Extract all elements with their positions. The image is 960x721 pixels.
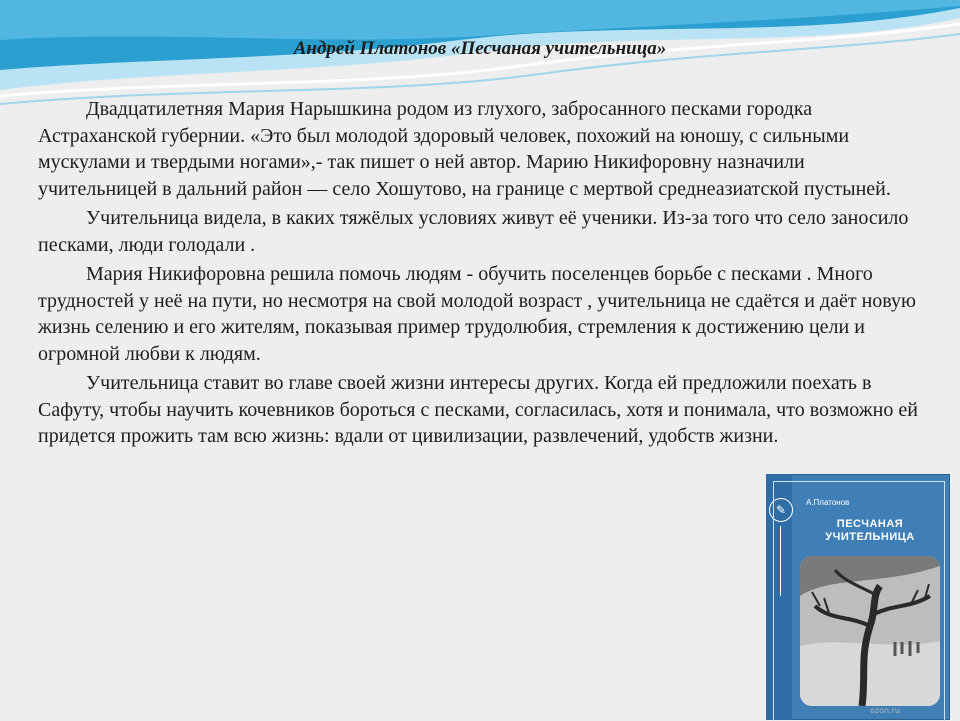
book-cover-image [766, 474, 950, 720]
book-emblem-icon: ✎ [769, 498, 793, 522]
book-illustration [800, 556, 940, 706]
book-title [800, 518, 940, 544]
slide-title: Андрей Платонов «Песчаная учительница» [293, 38, 667, 59]
paragraph-3: Мария Никифоровна решила помочь людям - обучить поселенцев борьбе с песками . Много трудностей у неё на пути, но несмотря на свой молодой возраст , учительница не сдаётся и даёт новую жизнь селению и его жителям, показывая пример трудолюбия, стремления к достижению цели и огромной любви к людям. [38, 263, 916, 365]
book-title-line-1: ПЕСЧАНАЯ [836, 518, 904, 530]
tree-illustration-icon [800, 556, 940, 706]
book-author: А.Платонов [806, 498, 850, 507]
watermark: ozon.ru [870, 706, 900, 715]
paragraph-4: Учительница ставит во главе своей жизни интересы других. Когда ей предложили поехать в Сафуту, чтобы научить кочевников бороться с песками, согласилась, хотя и понимала, что возможно ей придется прожить там всю жизнь: вдали от цивилизации, развлечений, удобств жизни. [38, 372, 918, 447]
slide-body [38, 96, 928, 453]
book-title-line-2: УЧИТЕЛЬНИЦА [825, 531, 915, 543]
paragraph-1: Двадцатилетняя Мария Нарышкина родом из глухого, забросанного песками городка Астраханской губернии. «Это был молодой здоровый человек, похожий на юношу, с сильными мускулами и твердыми ногами»,- так пишет о ней автор. Марию Никифоровну назначили учительницей в дальний район — село Хошутово, на границе с мертвой среднеазиатской пустыней. [38, 98, 891, 200]
paragraph-2: Учительница видела, в каких тяжёлых условиях живут её ученики. Из-за того что село заносило песками, люди голодали . [38, 207, 909, 256]
